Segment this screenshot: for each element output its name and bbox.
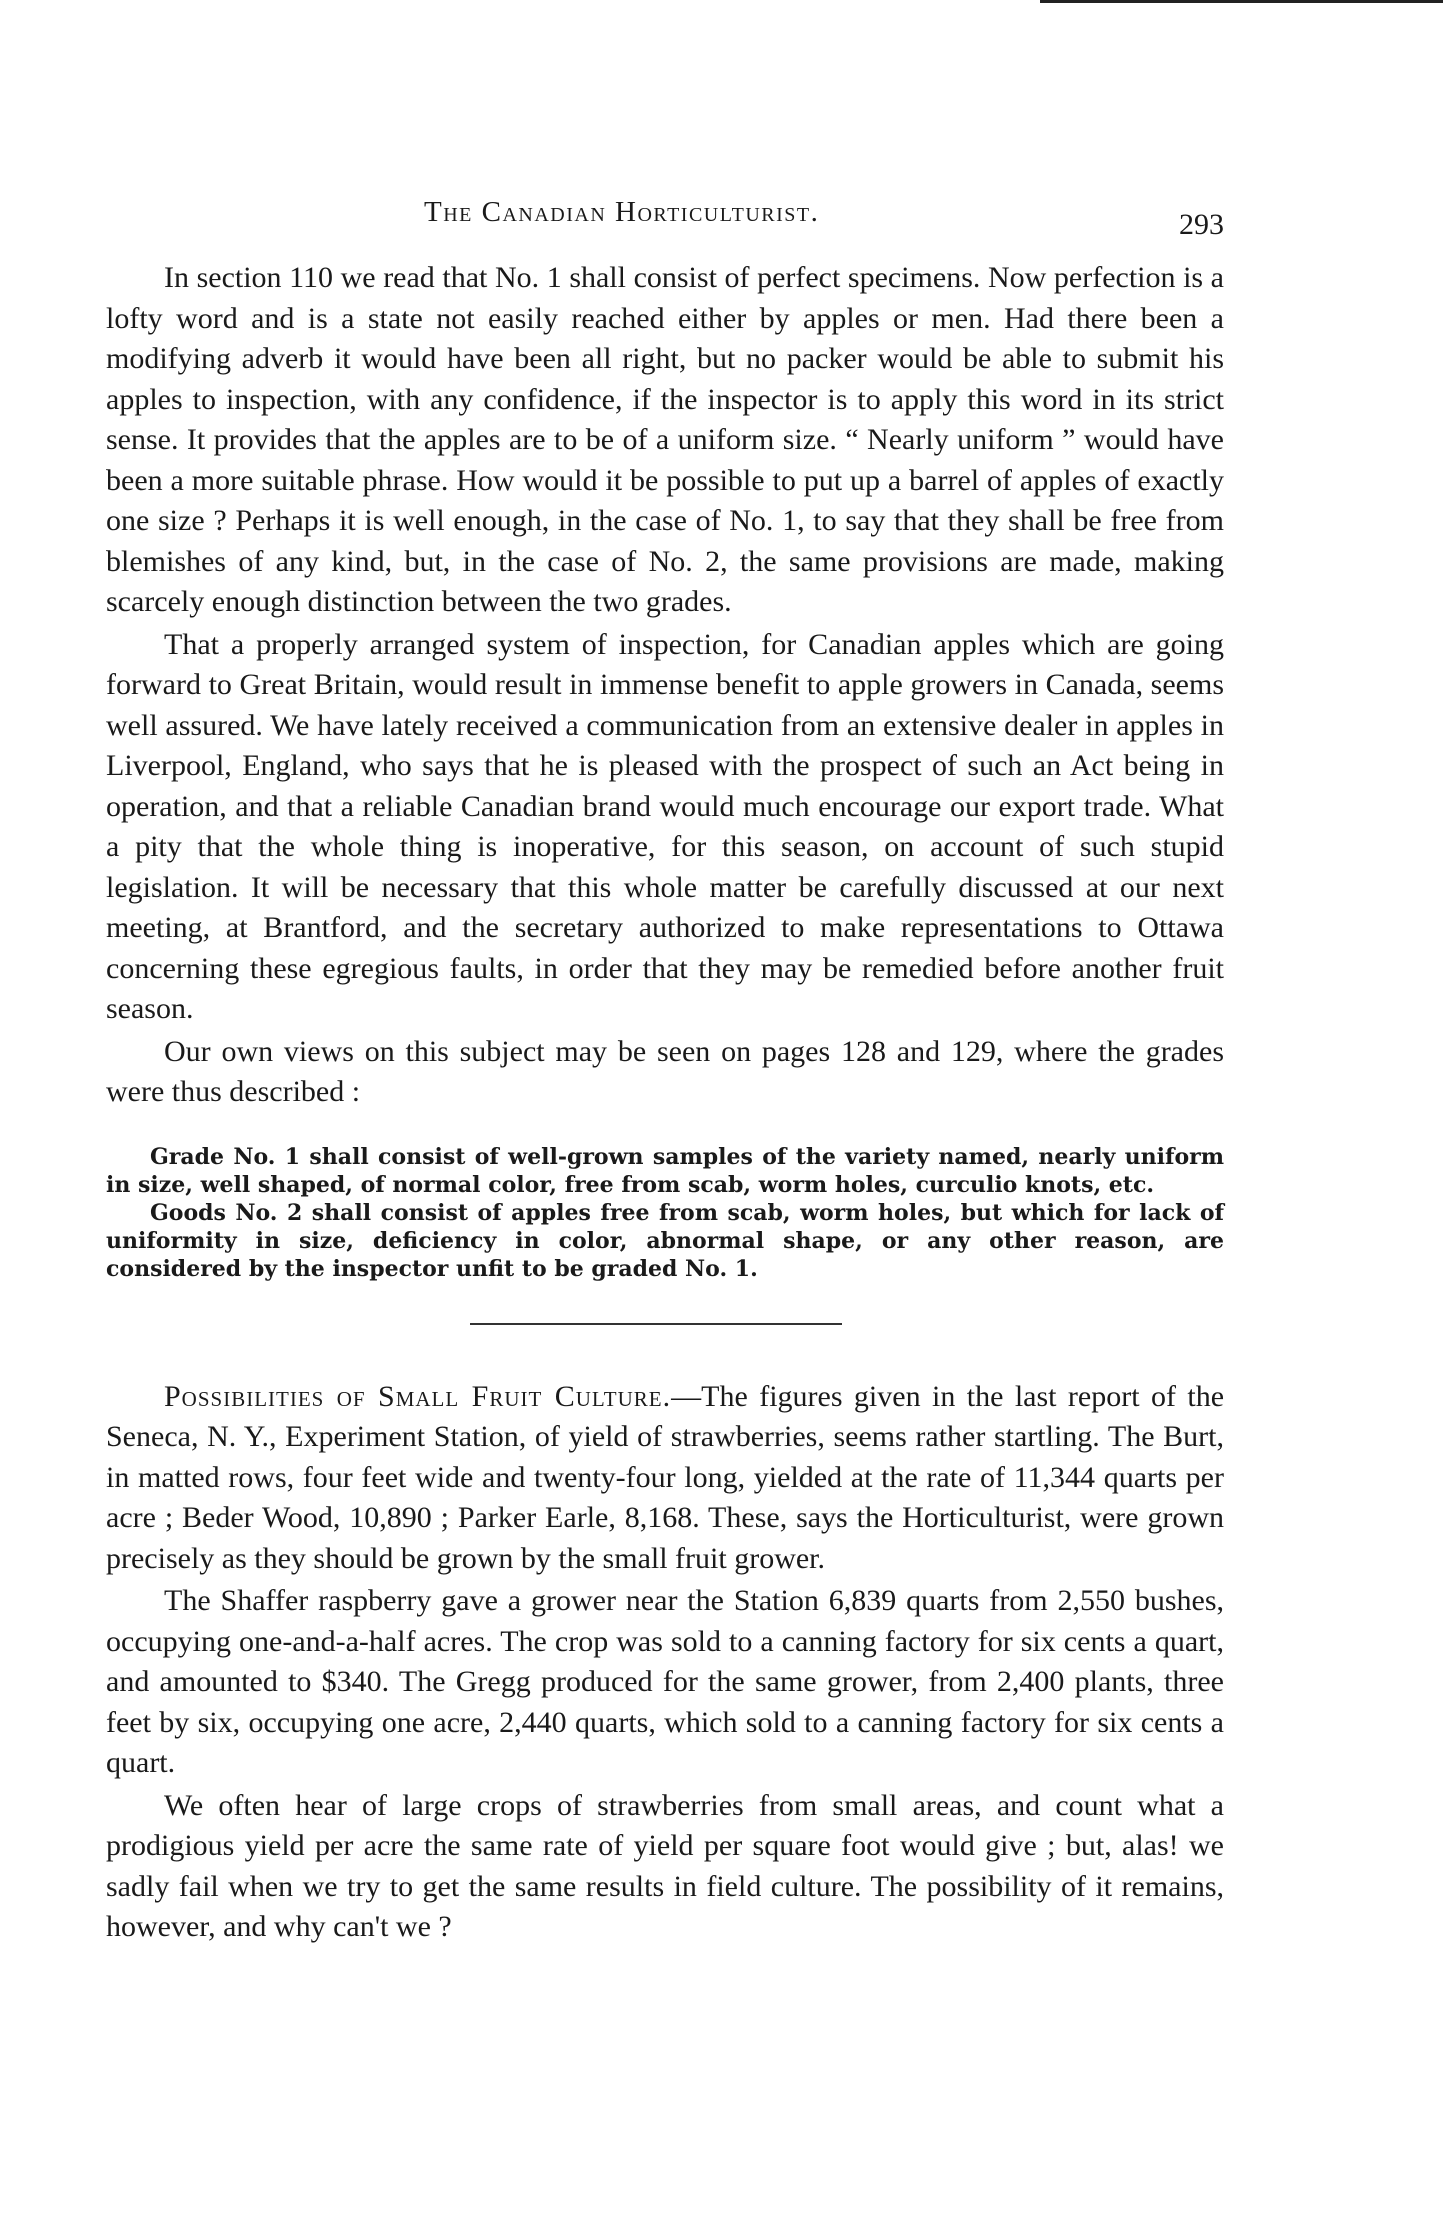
page-content: [106, 196, 1224, 1948]
paragraph-own-views: Our own views on this subject may be seen on pages 128 and 129, where the grades were thus described :: [106, 1034, 1224, 1108]
page-header: [106, 196, 1224, 241]
running-title: The Canadian Horticulturist.: [424, 196, 820, 228]
page-number: 293: [1179, 208, 1224, 241]
paragraph-small-fruit-intro: [106, 1377, 1224, 1580]
paragraph-shaffer-raspberry: The Shaffer raspberry gave a grower near the Station 6,839 quarts from 2,550 bushes, occupying one-and-a-half acres. The crop was sold to a canning factory for six cents a quart, and amounted to $340. The Gregg produced for the same grower, from 2,400 plants, three feet by six, occupying one acre, 2,440 quarts, which sold to a canning factory for six cents a quart.: [106, 1584, 1224, 1779]
section-divider: [470, 1323, 842, 1325]
paragraph-section-110: In section 110 we read that No. 1 shall consist of perfect specimens. Now perfection is a lofty word and is a state not easily reached either by apples or men. Had there been a modifying adverb it would have been all right, but no packer would be able to submit his apples to inspection, with any confidence, if the inspector is to apply this word in its strict sense. It provides that the apples are to be of a uniform size. “ Nearly uniform ” would have been a more suitable phrase. How would it be possible to put up a barrel of apples of exactly one size ? Perhaps it is well enough, in the case of No. 1, to say that they shall be free from blemishes of any kind, but, in the case of No. 2, the same provisions are made, making scarcely enough distinction between the two grades.: [106, 261, 1224, 618]
section-heading: Possibilities of Small Fruit Culture.: [164, 1379, 672, 1413]
quote-grade-2: Goods No. 2 shall consist of apples free from scab, worm holes, but which for lack of uniformity in size, deficiency in color, abnormal shape, or any other reason, are considered by the inspector unfit to be graded No. 1.: [106, 1199, 1224, 1282]
paragraph-inspection-system: That a properly arranged system of inspection, for Canadian apples which are going forward to Great Britain, would result in immense benefit to apple growers in Canada, seems well assured. We have lately received a communication from an extensive dealer in apples in Liverpool, England, who says that he is pleased with the prospect of such an Act being in operation, and that a reliable Canadian brand would much encourage our export trade. What a pity that the whole thing is inoperative, for this season, on account of such stupid legislation. It will be necessary that this whole matter be carefully discussed at our next meeting, at Brantford, and the secretary authorized to make representations to Ottawa concerning these egregious faults, in order that they may be remedied before another fruit season.: [106, 627, 1224, 1025]
small-fruit-intro-text: —The figures given in the last report of the Seneca, N. Y., Experiment Station, of yield of strawberries, seems rather startling. The Burt, in matted rows, four feet wide and twenty-four long, yielded at the rate of 11,344 quarts per acre ; Beder Wood, 10,890 ; Parker Earle, 8,168. These, says the Horticulturist, were grown precisely as they should be grown by the small fruit grower.: [106, 1379, 1225, 1575]
top-edge-rule: [1040, 0, 1443, 3]
grades-quote: [106, 1143, 1224, 1283]
paragraph-strawberry-crops: We often hear of large crops of strawberries from small areas, and count what a prodigious yield per acre the same rate of yield per square foot would give ; but, alas! we sadly fail when we try to get the same results in field culture. The possibility of it remains, however, and why can't we ?: [106, 1788, 1224, 1943]
quote-grade-1: Grade No. 1 shall consist of well-grown samples of the variety named, nearly uniform in size, well shaped, of normal color, free from scab, worm holes, curculio knots, etc.: [106, 1143, 1224, 1198]
